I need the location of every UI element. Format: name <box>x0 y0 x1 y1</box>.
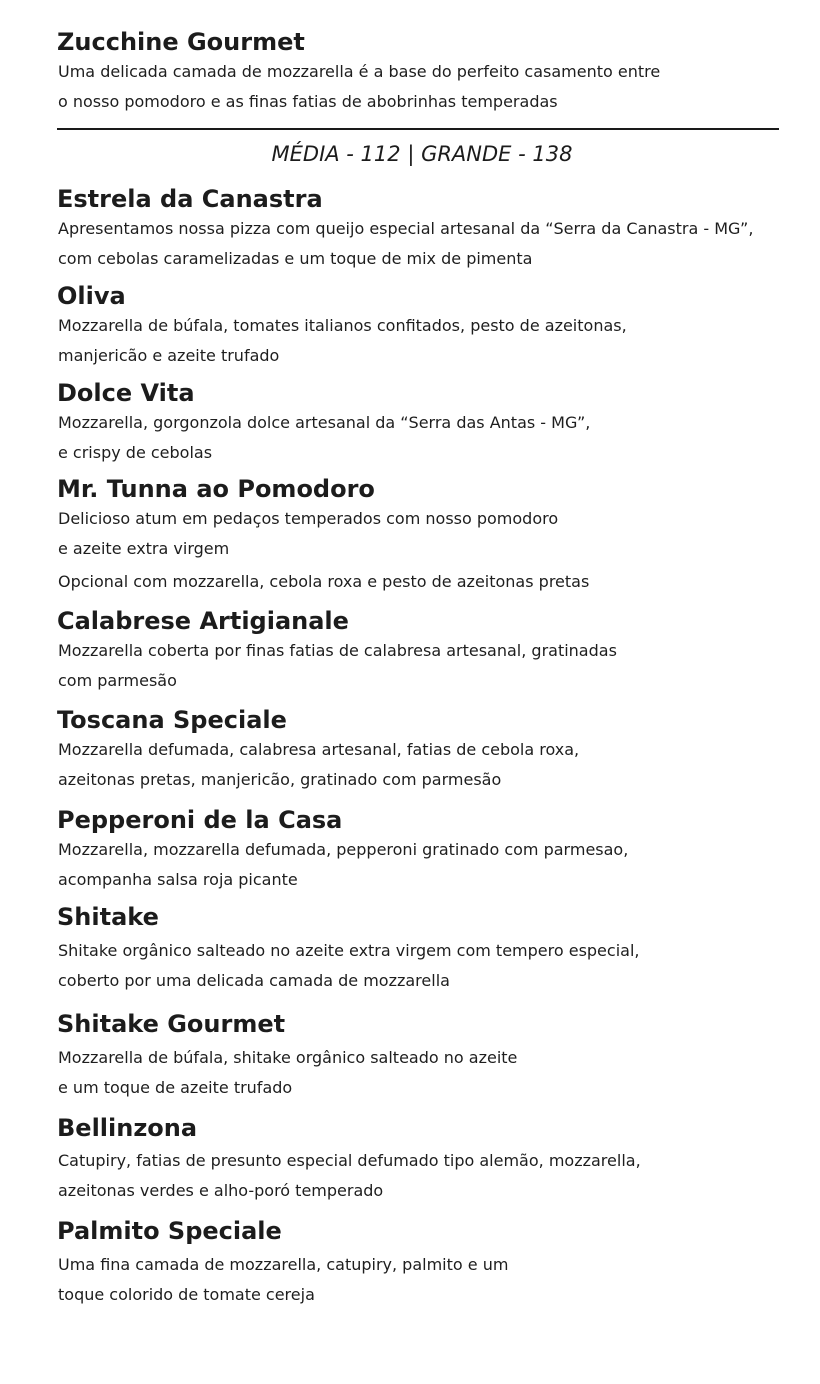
item-description-line: Mozzarella, mozzarella defumada, pepperoni gratinado com parmesao, <box>58 840 629 859</box>
menu-item-bellinzona <box>57 1113 797 1206</box>
item-title: Oliva <box>57 282 126 310</box>
item-title: Palmito Speciale <box>57 1217 282 1245</box>
menu-item-estrela-da-canastra <box>57 184 797 274</box>
item-title: Dolce Vita <box>57 379 195 407</box>
item-description-line: com parmesão <box>58 671 177 690</box>
menu-item-toscana-speciale <box>57 705 797 795</box>
item-description-line: com cebolas caramelizadas e um toque de mix de pimenta <box>58 249 533 268</box>
item-description-line: Uma delicada camada de mozzarella é a base do perfeito casamento entre <box>58 62 661 81</box>
item-title: Shitake <box>57 903 159 931</box>
item-title: Calabrese Artigianale <box>57 607 349 635</box>
item-description-line: e um toque de azeite trufado <box>58 1078 293 1097</box>
menu-item-shitake-gourmet <box>57 1009 797 1103</box>
item-description-line: Shitake orgânico salteado no azeite extra virgem com tempero especial, <box>58 941 640 960</box>
item-description-line: e crispy de cebolas <box>58 443 213 462</box>
item-title: Bellinzona <box>57 1114 198 1142</box>
item-description-line: Mozzarella coberta por finas fatias de calabresa artesanal, gratinadas <box>58 641 617 660</box>
item-title: Zucchine Gourmet <box>57 28 305 56</box>
item-description-line: toque colorido de tomate cereja <box>58 1285 315 1304</box>
item-optional-note: Opcional com mozzarella, cebola roxa e pesto de azeitonas pretas <box>58 572 590 591</box>
menu-item-shitake <box>57 902 797 996</box>
price-header: MÉDIA - 112 | GRANDE - 138 <box>271 142 573 166</box>
menu-item-pepperoni-de-la-casa <box>57 805 797 895</box>
item-description-line: o nosso pomodoro e as finas fatias de abobrinhas temperadas <box>58 92 558 111</box>
menu-item-mr-tunna-ao-pomodoro <box>57 474 797 597</box>
item-title: Shitake Gourmet <box>57 1010 286 1038</box>
item-description-line: Mozzarella de búfala, tomates italianos confitados, pesto de azeitonas, <box>58 316 627 335</box>
menu-item-dolce-vita <box>57 378 797 468</box>
item-description-line: acompanha salsa roja picante <box>58 870 298 889</box>
item-description-line: Delicioso atum em pedaços temperados com nosso pomodoro <box>58 509 559 528</box>
menu-item-calabrese-artigianale <box>57 606 797 696</box>
item-description-line: Mozzarella, gorgonzola dolce artesanal da “Serra das Antas - MG”, <box>58 413 591 432</box>
item-title: Pepperoni de la Casa <box>57 806 343 834</box>
menu-item-oliva <box>57 281 797 371</box>
item-description-line: manjericão e azeite trufado <box>58 346 280 365</box>
section-divider <box>57 128 779 130</box>
item-description-line: e azeite extra virgem <box>58 539 230 558</box>
item-description-line: Catupiry, fatias de presunto especial defumado tipo alemão, mozzarella, <box>58 1151 641 1170</box>
item-title: Mr. Tunna ao Pomodoro <box>57 475 375 503</box>
item-title: Estrela da Canastra <box>57 185 323 213</box>
item-description-line: coberto por uma delicada camada de mozzarella <box>58 971 450 990</box>
menu-item-palmito-speciale <box>57 1216 797 1310</box>
menu-item-zucchine-gourmet <box>57 27 797 117</box>
item-description-line: azeitonas pretas, manjericão, gratinado com parmesão <box>58 770 502 789</box>
item-description-line: Uma fina camada de mozzarella, catupiry, palmito e um <box>58 1255 509 1274</box>
item-description-line: Mozzarella de búfala, shitake orgânico salteado no azeite <box>58 1048 518 1067</box>
item-description-line: azeitonas verdes e alho-poró temperado <box>58 1181 384 1200</box>
item-title: Toscana Speciale <box>57 706 287 734</box>
item-description-line: Mozzarella defumada, calabresa artesanal, fatias de cebola roxa, <box>58 740 580 759</box>
item-description-line: Apresentamos nossa pizza com queijo especial artesanal da “Serra da Canastra - MG”, <box>58 219 754 238</box>
